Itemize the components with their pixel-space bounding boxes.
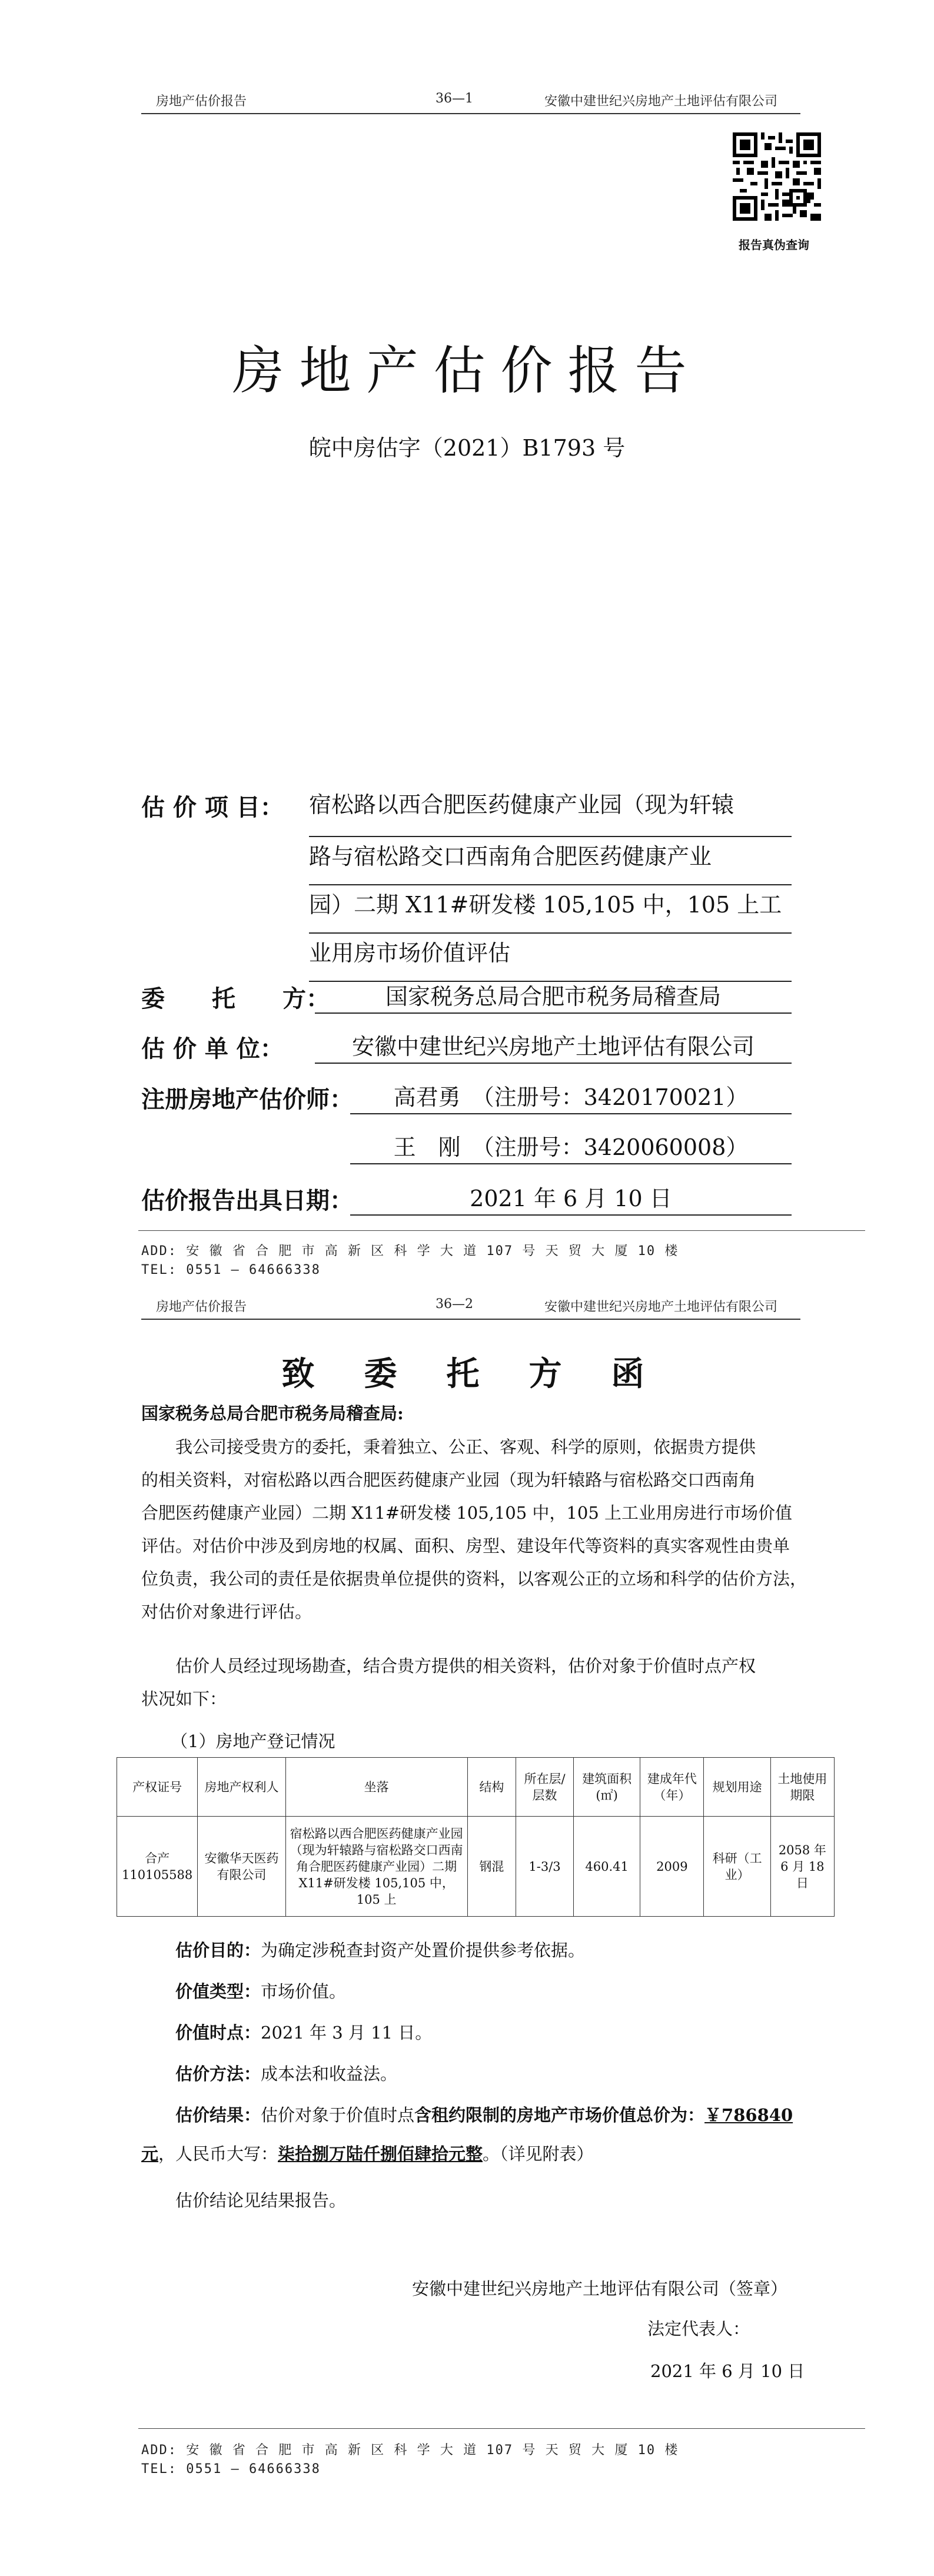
paragraph-line: 估价人员经过现场勘查，结合贵方提供的相关资料，估价对象于价值时点产权 — [175, 1656, 756, 1676]
project-label: 估 价 项 目： — [141, 794, 284, 821]
project-line: 园）二期 X11#研发楼 105,105 中，105 上工 — [309, 885, 792, 934]
table-header-cell: 建成年代（年） — [640, 1758, 704, 1817]
footer-address: ADD: 安 徽 省 合 肥 市 高 新 区 科 学 大 道 107 号 天 贸 大 厦 10 楼 — [141, 2443, 679, 2458]
report-number: 皖中房估字（2021）B1793 号 — [308, 435, 626, 461]
header-right: 安徽中建世纪兴房地产土地评估有限公司 — [544, 1300, 778, 1314]
header-right: 安徽中建世纪兴房地产土地评估有限公司 — [544, 94, 778, 109]
value-type-value: 市场价值。 — [261, 1981, 347, 2001]
total-value-words: 柒拾捌万陆仟捌佰肆拾元整 — [278, 2144, 483, 2164]
table-cell: 钢混 — [467, 1817, 516, 1917]
result-text: ，人民币大写： — [158, 2144, 278, 2164]
salutation: 国家税务总局合肥市税务局稽查局: — [141, 1403, 404, 1423]
value-type — [175, 1975, 346, 2008]
conclusion-note: 估价结论见结果报告。 — [175, 2190, 347, 2210]
paragraph-commission — [141, 1430, 824, 1628]
report-title: 房地产估价报告 — [232, 340, 702, 401]
project-value — [309, 789, 792, 982]
value-date — [175, 2016, 432, 2049]
valuation-purpose-value: 为确定涉税查封资产处置价提供参考依据。 — [261, 1940, 586, 1960]
value-date-value: 2021 年 3 月 11 日。 — [261, 2023, 433, 2043]
table-cell: 宿松路以西合肥医药健康产业园（现为轩辕路与宿松路交口西南角合肥医药健康产业园）二期 X11#研发楼 105,105 中，105 上 — [285, 1817, 467, 1917]
total-value-figure: ￥786840 — [704, 2105, 793, 2125]
paragraph-line: 评估。对估价中涉及到房地的权属、面积、房型、建设年代等资料的真实客观性由贵单 — [141, 1536, 790, 1556]
issue-date-label: 估价报告出具日期： — [141, 1187, 353, 1214]
client-label: 委 托 方： — [141, 985, 330, 1013]
table-header-cell: 产权证号 — [117, 1758, 198, 1817]
table-header-cell: 房地产权利人 — [198, 1758, 285, 1817]
registered-appraiser-1: 高君勇 （注册号：3420170021） — [350, 1079, 792, 1114]
paragraph-line: 对估价对象进行评估。 — [141, 1602, 313, 1622]
paragraph-line: 的相关资料，对宿松路以西合肥医药健康产业园（现为轩辕路与宿松路交口西南角 — [141, 1470, 756, 1490]
letter-title: 致 委 托 方 函 — [281, 1355, 653, 1393]
valuation-method — [175, 2057, 397, 2090]
project-line: 业用房市场价值评估 — [309, 934, 792, 982]
signature-company: 安徽中建世纪兴房地产土地评估有限公司（签章） — [412, 2279, 788, 2299]
issue-date-value: 2021 年 6 月 10 日 — [350, 1180, 792, 1216]
valuation-method-label: 估价方法： — [175, 2064, 261, 2084]
valuation-method-value: 成本法和收益法。 — [261, 2064, 398, 2084]
table-header-row — [117, 1758, 835, 1817]
registered-appraiser-2: 王 刚 （注册号：3420060008） — [350, 1129, 792, 1164]
paragraph-line: 我公司接受贵方的委托，秉着独立、公正、客观、科学的原则，依据贵方提供 — [175, 1437, 756, 1457]
signature-date: 2021 年 6 月 10 日 — [650, 2361, 805, 2381]
total-value-unit: 元 — [141, 2144, 159, 2164]
valuation-result — [141, 2099, 824, 2170]
table-cell: 安徽华天医药有限公司 — [198, 1817, 285, 1917]
paragraph-line: 状况如下： — [141, 1689, 227, 1709]
qr-caption: 报告真伪查询 — [739, 238, 809, 252]
table-row — [117, 1817, 835, 1917]
value-date-label: 价值时点： — [175, 2023, 261, 2043]
header-rule — [141, 113, 800, 114]
table-header-cell: 坐落 — [285, 1758, 467, 1817]
client-value: 国家税务总局合肥市税务局稽查局 — [315, 978, 792, 1014]
table-cell: 科研（工业） — [704, 1817, 770, 1917]
table-cell: 2009 — [640, 1817, 704, 1917]
paragraph-survey — [141, 1649, 824, 1715]
header-rule — [141, 1319, 800, 1320]
valuation-result-label: 估价结果： — [175, 2105, 261, 2125]
appraiser-value: 安徽中建世纪兴房地产土地评估有限公司 — [315, 1028, 792, 1064]
section-registration: （1）房地产登记情况 — [171, 1731, 335, 1751]
project-line: 路与宿松路交口西南角合肥医药健康产业 — [309, 837, 792, 885]
footer-rule — [138, 1230, 865, 1231]
header-page-number: 36—2 — [436, 1297, 473, 1312]
footer-phone: TEL: 0551 — 64666338 — [141, 1263, 321, 1277]
appraiser-label: 估 价 单 位： — [141, 1035, 284, 1063]
footer-address: ADD: 安 徽 省 合 肥 市 高 新 区 科 学 大 道 107 号 天 贸 大 厦 10 楼 — [141, 1244, 679, 1259]
valuation-purpose — [175, 1934, 585, 1967]
table-header-cell: 所在层/层数 — [516, 1758, 574, 1817]
table-cell: 460.41 — [573, 1817, 640, 1917]
footer-rule — [138, 2428, 865, 2429]
result-text: 。（详见附表） — [483, 2144, 594, 2164]
qr-code-icon[interactable] — [733, 132, 821, 221]
table-cell: 合产 110105588 — [117, 1817, 198, 1917]
table-header-cell: 规划用途 — [704, 1758, 770, 1817]
table-header-cell: 土地使用期限 — [770, 1758, 834, 1817]
table-header-cell: 结构 — [467, 1758, 516, 1817]
valuation-purpose-label: 估价目的： — [175, 1940, 261, 1960]
paragraph-line: 合肥医药健康产业园）二期 X11#研发楼 105,105 中，105 上工业用房进行市场价值 — [141, 1503, 792, 1523]
value-type-label: 价值类型： — [175, 1981, 261, 2001]
result-text: 估价对象于价值时点 — [261, 2105, 415, 2125]
header-left: 房地产估价报告 — [156, 94, 247, 109]
paragraph-line: 位负责，我公司的责任是依据贵单位提供的资料，以客观公正的立场和科学的估价方法， — [141, 1569, 807, 1589]
table-cell: 2058 年 6 月 18 日 — [770, 1817, 834, 1917]
table-cell: 1-3/3 — [516, 1817, 574, 1917]
header-page-number: 36—1 — [436, 91, 473, 106]
legal-representative: 法定代表人： — [647, 2319, 750, 2339]
registration-table — [117, 1757, 835, 1917]
table-header-cell: 建筑面积(㎡) — [573, 1758, 640, 1817]
result-text: 含租约限制的房地产市场价值总价为： — [414, 2105, 705, 2125]
header-left: 房地产估价报告 — [156, 1300, 247, 1314]
footer-phone: TEL: 0551 — 64666338 — [141, 2462, 321, 2477]
registered-appraiser-label: 注册房地产估价师： — [141, 1085, 353, 1113]
project-line: 宿松路以西合肥医药健康产业园（现为轩辕 — [309, 789, 792, 837]
